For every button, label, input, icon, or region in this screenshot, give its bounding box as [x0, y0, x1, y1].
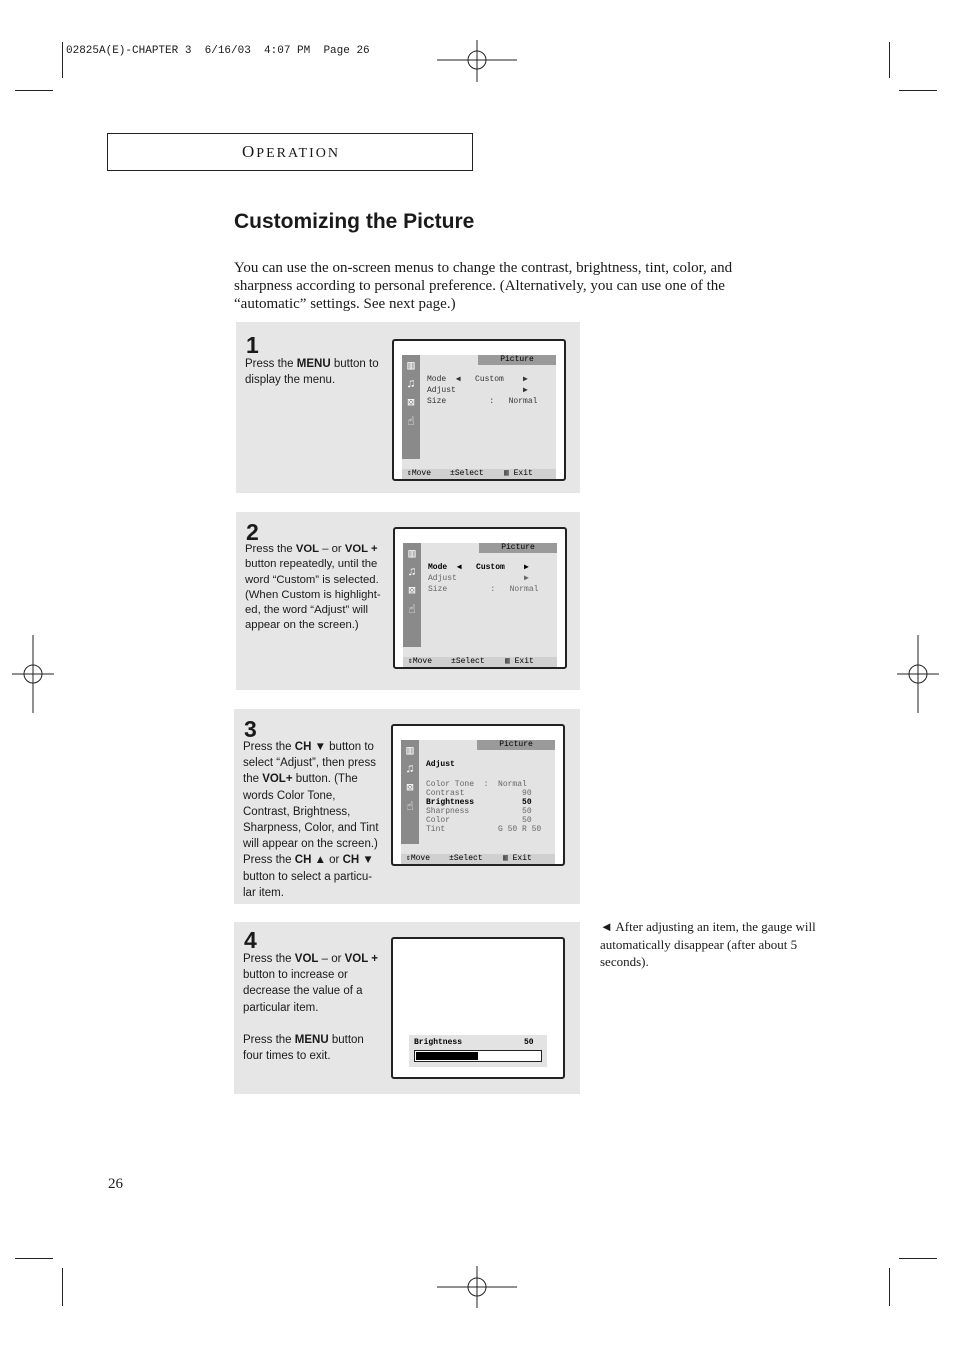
step-1	[236, 322, 580, 493]
osd-footer: ⇕Move ±Select ▥ Exit	[402, 469, 556, 479]
osd-icon-bar	[401, 740, 419, 844]
osd-icon-bar	[402, 355, 420, 459]
sound-icon: ♫	[407, 377, 415, 391]
crop-mark	[899, 1258, 937, 1259]
osd-footer: ⇕Move ±Select ▥ Exit	[401, 854, 555, 864]
section-header-box	[107, 133, 473, 171]
crop-mark	[15, 90, 53, 91]
osd-menu-line: Size : Normal	[427, 397, 538, 406]
osd-footer: ⇕Move ±Select ▥ Exit	[403, 657, 557, 667]
step-instructions: Press the VOL – or VOL + button repeatedly, until the word “Custom” is selected. (When Custom is highlight-ed, the word “Adjust” will appear on the screen.)	[245, 543, 381, 632]
step-number: 3	[244, 716, 257, 742]
picture-icon: ▥	[406, 744, 414, 758]
step-3	[234, 709, 580, 904]
osd-menu-line: Color 50	[426, 816, 532, 825]
osd-menu-line: Adjust ▶	[427, 386, 528, 395]
osd-menu-title: Picture	[479, 543, 557, 553]
gauge-fill	[416, 1052, 478, 1060]
crop-mark	[899, 90, 937, 91]
crop-mark	[62, 42, 63, 78]
osd-menu-line: Contrast 90	[426, 789, 532, 798]
osd-submenu-title: Adjust	[426, 760, 455, 769]
crop-mark	[62, 1268, 63, 1306]
crop-mark	[889, 1268, 890, 1306]
intro-paragraph: You can use the on-screen menus to change the contrast, brightness, tint, color, and sharpness according to personal preference. (Alternatively, you can use one of the “automatic” settings. See next page.)	[234, 260, 733, 312]
osd-menu-line: Color Tone : Normal	[426, 780, 527, 789]
picture-icon: ▥	[407, 359, 415, 373]
osd-screen	[391, 937, 565, 1079]
step-number: 4	[244, 927, 257, 953]
print-header: 02825A(E)-CHAPTER 3 6/16/03 4:07 PM Page 26	[66, 45, 370, 57]
page-title: Customizing the Picture	[234, 210, 475, 233]
osd-screen	[391, 724, 565, 866]
section-title: OPERATION	[242, 142, 340, 161]
sound-icon: ♫	[408, 565, 416, 579]
step-instructions: Press the VOL – or VOL + button to increase or decrease the value of a particular item.	[243, 953, 378, 1014]
osd-icon-bar	[403, 543, 421, 647]
side-note: ◄ After adjusting an item, the gauge will automatically disappear (after about 5 seconds).	[600, 919, 816, 969]
setup-icon: ☝	[407, 415, 415, 429]
osd-menu-line: Mode ◀ Custom ▶	[427, 375, 528, 384]
osd-menu-line: Size : Normal	[428, 585, 539, 594]
osd-screen	[393, 527, 567, 669]
channel-icon: ⊠	[407, 396, 415, 410]
crop-mark	[889, 42, 890, 78]
step-instructions: Press the MENU button to display the menu.	[245, 358, 379, 386]
channel-icon: ⊠	[406, 781, 414, 795]
crop-mark	[15, 1258, 53, 1259]
setup-icon: ☝	[406, 800, 414, 814]
setup-icon: ☝	[408, 603, 416, 617]
osd-menu-line-selected: Mode ◀ Custom ▶	[428, 563, 529, 572]
sound-icon: ♫	[406, 762, 414, 776]
osd-screen	[392, 339, 566, 481]
gauge-value: 50	[524, 1038, 534, 1047]
registration-mark-top	[437, 40, 517, 82]
step-instructions: Press the CH ▼ button to select “Adjust”, then press the VOL+ button. (The words Color Tone, Contrast, Brightness, Sharpness, Color, and Tint will appear on the screen.) Press the CH ▲ or CH ▼ button to select a particu-lar item.	[243, 741, 379, 899]
osd-menu-title: Picture	[478, 355, 556, 365]
osd-menu-line: Sharpness 50	[426, 807, 532, 816]
page-number: 26	[108, 1176, 123, 1192]
picture-icon: ▥	[408, 547, 416, 561]
registration-mark-bottom	[437, 1266, 517, 1308]
osd-menu-line-selected: Brightness 50	[426, 798, 532, 807]
osd-menu-line: Adjust ▶	[428, 574, 529, 583]
step-number: 1	[246, 332, 259, 358]
registration-mark-left	[12, 635, 54, 713]
step-instructions-exit: Press the MENU button four times to exit.	[243, 1034, 364, 1063]
osd-menu-line: Tint G 50 R 50	[426, 825, 542, 834]
step-number: 2	[246, 519, 259, 545]
gauge-panel	[409, 1035, 547, 1067]
osd-menu-title: Picture	[477, 740, 555, 750]
step-2	[236, 512, 580, 690]
registration-mark-right	[897, 635, 939, 713]
channel-icon: ⊠	[408, 584, 416, 598]
gauge-label: Brightness	[414, 1038, 463, 1047]
step-4	[234, 922, 580, 1094]
gauge-track	[414, 1050, 542, 1062]
